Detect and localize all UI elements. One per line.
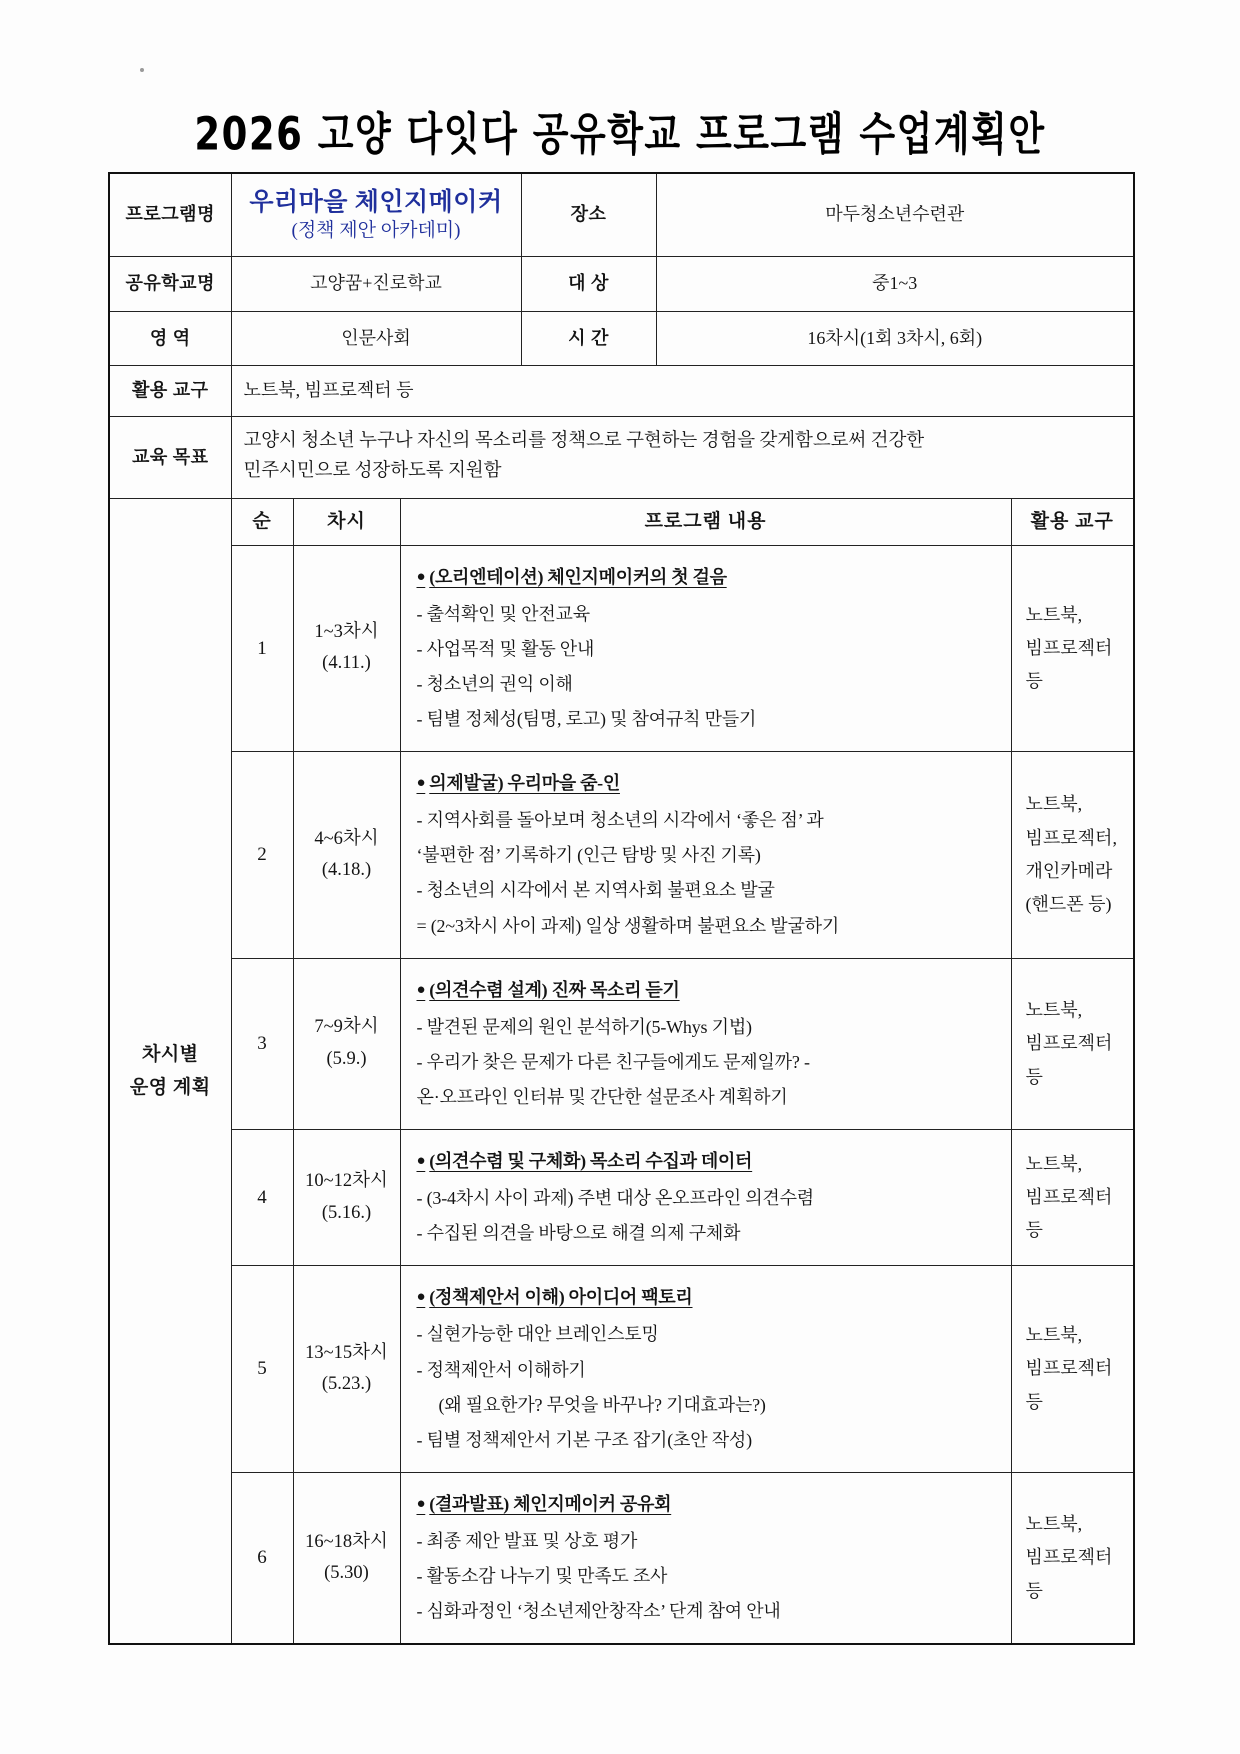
row-content-heading <box>417 1144 1001 1179</box>
program-name-subtitle: (정책 제안 아카데미) <box>291 220 461 241</box>
row-content-heading-text: (오리엔테이션) 체인지메이커의 첫 걸음 <box>429 566 727 587</box>
goal-line-1: 고양시 청소년 누구나 자신의 목소리를 정책으로 구현하는 경험을 갖게함으로써 건강한 <box>243 431 924 452</box>
row-session-line-1: 13~15차시 <box>305 1342 388 1363</box>
goal-value <box>231 417 1134 499</box>
row-content-line: - 활동소감 나누기 및 만족도 조사 <box>416 1565 668 1586</box>
row-order: 6 <box>231 1472 293 1644</box>
plan-side-label <box>109 499 231 1644</box>
row-session <box>293 958 400 1129</box>
row-tools <box>1011 752 1134 958</box>
row-session-line-1: 4~6차시 <box>314 828 379 849</box>
row-session-line-1: 1~3차시 <box>314 622 379 643</box>
bullet-dot-icon: ● <box>416 1153 426 1170</box>
row-session-line-2: (4.18.) <box>321 859 372 880</box>
row-tools-line: 등 <box>1025 1580 1043 1601</box>
row-content-heading-text: (의견수렴 설계) 진짜 목소리 듣기 <box>429 979 680 1000</box>
area-value: 인문사회 <box>231 311 521 366</box>
row-order: 2 <box>231 752 293 958</box>
row-content-heading-text: (정책제안서 이해) 아이디어 팩토리 <box>429 1287 693 1308</box>
row-content <box>400 1266 1011 1472</box>
target-value: 중1~3 <box>656 256 1134 311</box>
row-tools-line: 빔프로젝터, <box>1025 827 1117 848</box>
row-content-line: - 사업목적 및 활동 안내 <box>416 638 595 659</box>
row-tools-line: (핸드폰 등) <box>1025 894 1112 915</box>
row-content-line: - 심화과정인 ‘청소년제안창작소’ 단계 참여 안내 <box>416 1601 781 1622</box>
header-tools: 활용 교구 <box>1011 499 1134 545</box>
scan-speck <box>140 68 144 72</box>
bullet-dot-icon: ● <box>416 775 426 792</box>
row-goal <box>109 417 1134 499</box>
row-tools-line: 빔프로젝터 <box>1025 1358 1113 1379</box>
row-content-heading <box>417 1280 1001 1315</box>
row-program-name <box>109 173 1134 256</box>
row-tools <box>1011 958 1134 1129</box>
row-session-line-2: (5.16.) <box>321 1202 372 1223</box>
table-row <box>109 1266 1134 1472</box>
row-session <box>293 1130 400 1266</box>
goal-label: 교육 목표 <box>109 417 231 499</box>
row-content <box>400 752 1011 958</box>
row-content-line: - 우리가 찾은 문제가 다른 친구들에게도 문제일까? - <box>416 1051 810 1072</box>
row-tools-line: 등 <box>1025 1220 1043 1241</box>
row-content-line: - 팀별 정책제안서 기본 구조 잡기(초안 작성) <box>416 1429 752 1450</box>
row-order: 4 <box>231 1130 293 1266</box>
row-content-line: - 실현가능한 대안 브레인스토밍 <box>416 1324 659 1345</box>
bullet-dot-icon: ● <box>416 1495 426 1512</box>
row-tools-line: 노트북, <box>1025 794 1083 815</box>
row-tools-line: 노트북, <box>1025 1514 1083 1535</box>
row-session <box>293 1266 400 1472</box>
row-content-line: - 지역사회를 돌아보며 청소년의 시각에서 ‘좋은 점’ 과 <box>416 810 824 831</box>
row-tools-line: 등 <box>1025 671 1043 692</box>
row-order: 1 <box>231 545 293 751</box>
row-session-line-2: (5.9.) <box>326 1048 367 1069</box>
row-school <box>109 256 1134 311</box>
row-session <box>293 545 400 751</box>
row-area <box>109 311 1134 366</box>
bullet-dot-icon: ● <box>416 981 426 998</box>
row-content-line: (왜 필요한가? 무엇을 바꾸나? 기대효과는?) <box>438 1394 766 1415</box>
row-content-line: - 출석확인 및 안전교육 <box>416 603 590 624</box>
tools-value: 노트북, 빔프로젝터 등 <box>231 366 1134 417</box>
row-content-heading <box>417 766 1001 801</box>
row-content-line: - (3-4차시 사이 과제) 주변 대상 온오프라인 의견수렴 <box>416 1188 814 1209</box>
row-content-line: ‘불편한 점’ 기록하기 (인근 탐방 및 사진 기록) <box>416 845 761 866</box>
target-label: 대 상 <box>521 256 656 311</box>
page-title: 2026 고양 다잇다 공유학교 프로그램 수업계획안 <box>194 107 1046 161</box>
row-content-line: - 청소년의 시각에서 본 지역사회 불편요소 발굴 <box>416 880 775 901</box>
row-session <box>293 752 400 958</box>
row-content-line: - 팀별 정체성(팀명, 로고) 및 참여규칙 만들기 <box>416 709 757 730</box>
plan-header-row <box>109 499 1134 545</box>
row-session-line-2: (5.30) <box>324 1562 369 1583</box>
area-label: 영 역 <box>109 311 231 366</box>
goal-line-2: 민주시민으로 성장하도록 지원함 <box>243 461 502 482</box>
row-session-line-1: 7~9차시 <box>314 1017 379 1038</box>
school-value: 고양꿈+진로학교 <box>231 256 521 311</box>
row-tools <box>1011 545 1134 751</box>
row-content <box>400 545 1011 751</box>
row-tools-line: 빔프로젝터 <box>1025 1547 1113 1568</box>
row-content <box>400 958 1011 1129</box>
row-tools-line: 노트북, <box>1025 604 1083 625</box>
row-tools <box>109 366 1134 417</box>
row-tools-line: 빔프로젝터 <box>1025 1033 1113 1054</box>
row-tools-line: 등 <box>1025 1066 1043 1087</box>
row-content-line: - 발견된 문제의 원인 분석하기(5-Whys 기법) <box>416 1016 752 1037</box>
row-content-line: 온·오프라인 인터뷰 및 간단한 설문조사 계획하기 <box>416 1086 788 1107</box>
row-content-heading <box>417 560 1001 595</box>
table-row <box>109 545 1134 751</box>
row-content-heading-text: (의견수렴 및 구체화) 목소리 수집과 데이터 <box>429 1151 753 1172</box>
row-tools-line: 노트북, <box>1025 1153 1083 1174</box>
row-session-line-1: 16~18차시 <box>305 1531 388 1552</box>
row-tools-line: 빔프로젝터 <box>1025 1187 1113 1208</box>
time-label: 시 간 <box>521 311 656 366</box>
program-name-label: 프로그램명 <box>109 173 231 256</box>
row-order: 5 <box>231 1266 293 1472</box>
row-tools-line: 빔프로젝터 <box>1025 637 1113 658</box>
plan-side-label-line-2: 운영 계획 <box>129 1077 211 1099</box>
row-content-heading-text: (결과발표) 체인지메이커 공유회 <box>429 1493 672 1514</box>
plan-table-container <box>108 172 1133 1645</box>
row-tools <box>1011 1472 1134 1644</box>
row-content-heading <box>417 973 1001 1008</box>
row-content-line: - 수집된 의견을 바탕으로 해결 의제 구체화 <box>416 1223 741 1244</box>
session-plan-table <box>108 498 1135 1645</box>
row-session-line-1: 10~12차시 <box>305 1171 388 1192</box>
table-row <box>109 1130 1134 1266</box>
program-name-main: 우리마을 체인지메이커 <box>249 189 503 216</box>
row-content-line: - 최종 제안 발표 및 상호 평가 <box>416 1530 638 1551</box>
time-value: 16차시(1회 3차시, 6회) <box>656 311 1134 366</box>
row-session <box>293 1472 400 1644</box>
row-content-heading-text: 의제발굴) 우리마을 줌-인 <box>429 773 620 794</box>
row-tools-line: 등 <box>1025 1391 1043 1412</box>
table-row <box>109 752 1134 958</box>
row-tools <box>1011 1266 1134 1472</box>
row-tools <box>1011 1130 1134 1266</box>
row-tools-line: 노트북, <box>1025 1325 1083 1346</box>
place-value: 마두청소년수련관 <box>656 173 1134 256</box>
row-tools-line: 개인카메라 <box>1025 860 1113 881</box>
row-content <box>400 1472 1011 1644</box>
row-content-heading <box>417 1487 1001 1522</box>
row-tools-line: 노트북, <box>1025 999 1083 1020</box>
row-session-line-2: (4.11.) <box>322 653 371 674</box>
row-content <box>400 1130 1011 1266</box>
school-label: 공유학교명 <box>109 256 231 311</box>
header-content: 프로그램 내용 <box>400 499 1011 545</box>
row-content-line: - 정책제안서 이해하기 <box>416 1359 586 1380</box>
row-session-line-2: (5.23.) <box>321 1374 372 1395</box>
row-content-line: - 청소년의 권익 이해 <box>416 674 573 695</box>
header-session: 차시 <box>293 499 400 545</box>
plan-side-label-line-1: 차시별 <box>141 1043 199 1065</box>
table-row <box>109 958 1134 1129</box>
row-order: 3 <box>231 958 293 1129</box>
table-row <box>109 1472 1134 1644</box>
tools-label: 활용 교구 <box>109 366 231 417</box>
program-name-value <box>231 173 521 256</box>
row-content-line: = (2~3차시 사이 과제) 일상 생활하며 불편요소 발굴하기 <box>416 915 840 936</box>
program-info-table <box>108 172 1135 499</box>
bullet-dot-icon: ● <box>416 1289 426 1306</box>
place-label: 장소 <box>521 173 656 256</box>
header-order: 순 <box>231 499 293 545</box>
bullet-dot-icon: ● <box>416 568 426 585</box>
